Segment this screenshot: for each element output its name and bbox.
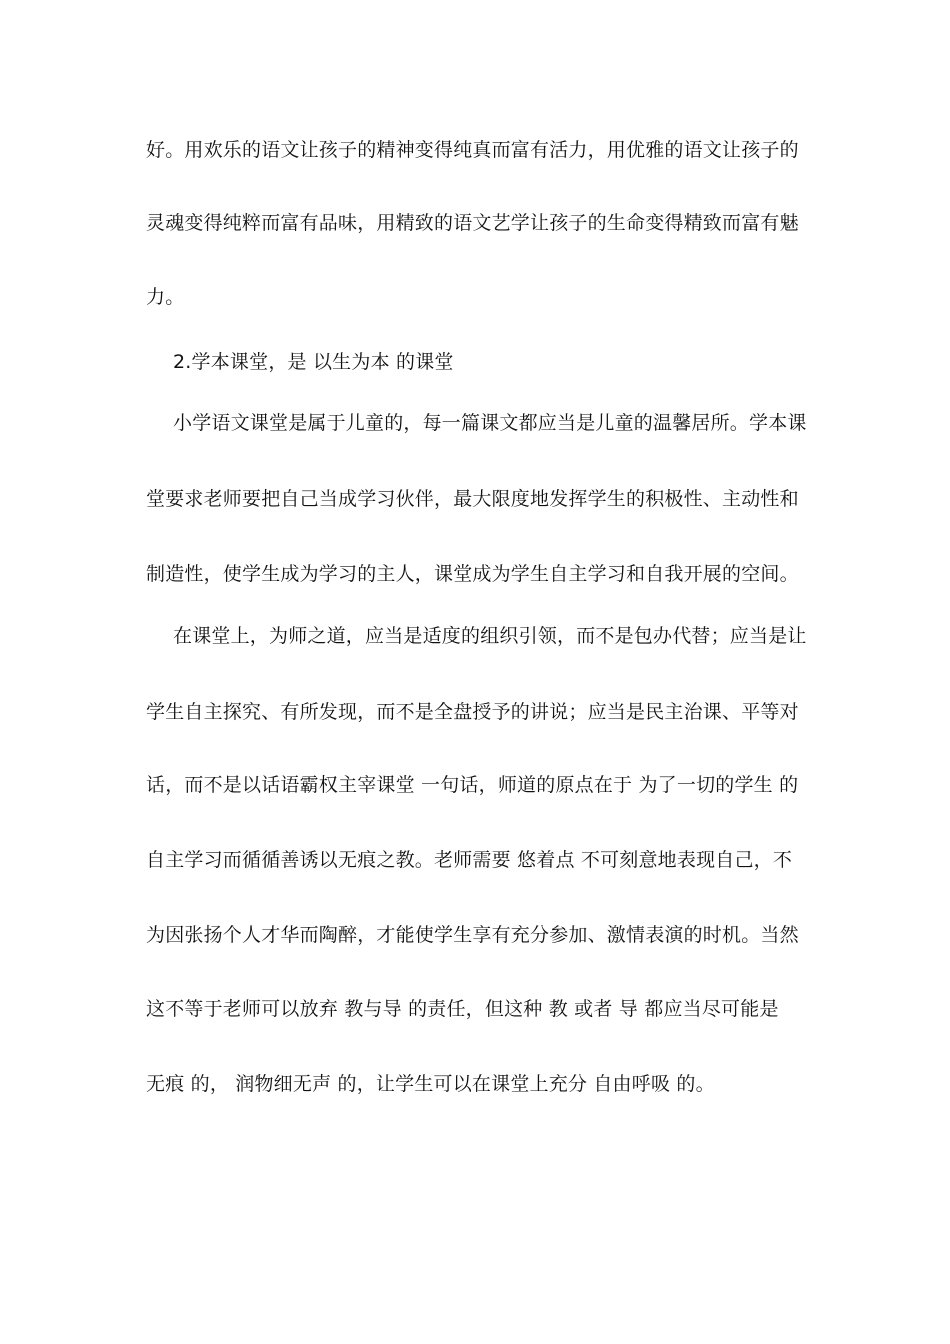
section-heading: 2.学本课堂，是 以生为本 的课堂 <box>173 351 454 373</box>
paragraph-line: 在课堂上，为师之道，应当是适度的组织引领，而不是包办代替；应当是让 <box>173 625 807 647</box>
paragraph-line: 为因张扬个人才华而陶醉，才能使学生享有充分参加、激情表演的时机。当然 <box>146 924 799 946</box>
paragraph-line: 力。 <box>146 286 185 308</box>
paragraph-line: 制造性，使学生成为学习的主人，课堂成为学生自主学习和自我开展的空间。 <box>146 563 799 585</box>
paragraph-line: 学生自主探究、有所发现，而不是全盘授予的讲说；应当是民主治课、平等对 <box>146 701 799 723</box>
paragraph-line: 自主学习而循循善诱以无痕之教。老师需要 悠着点 不可刻意地表现自己，不 <box>146 849 793 871</box>
paragraph-line: 好。用欢乐的语文让孩子的精神变得纯真而富有活力，用优雅的语文让孩子的 <box>146 139 799 161</box>
paragraph-line: 话，而不是以话语霸权主宰课堂 一句话，师道的原点在于 为了一切的学生 的 <box>146 774 799 796</box>
paragraph-line: 堂要求老师要把自己当成学习伙伴，最大限度地发挥学生的积极性、主动性和 <box>146 488 799 510</box>
paragraph-line: 小学语文课堂是属于儿童的，每一篇课文都应当是儿童的温馨居所。学本课 <box>173 412 807 434</box>
paragraph-line: 灵魂变得纯粹而富有品味，用精致的语文艺学让孩子的生命变得精致而富有魅 <box>146 212 799 234</box>
paragraph-line: 无痕 的， 润物细无声 的，让学生可以在课堂上充分 自由呼吸 的。 <box>146 1073 715 1095</box>
paragraph-line: 这不等于老师可以放弃 教与导 的责任，但这种 教 或者 导 都应当尽可能是 <box>146 998 779 1020</box>
